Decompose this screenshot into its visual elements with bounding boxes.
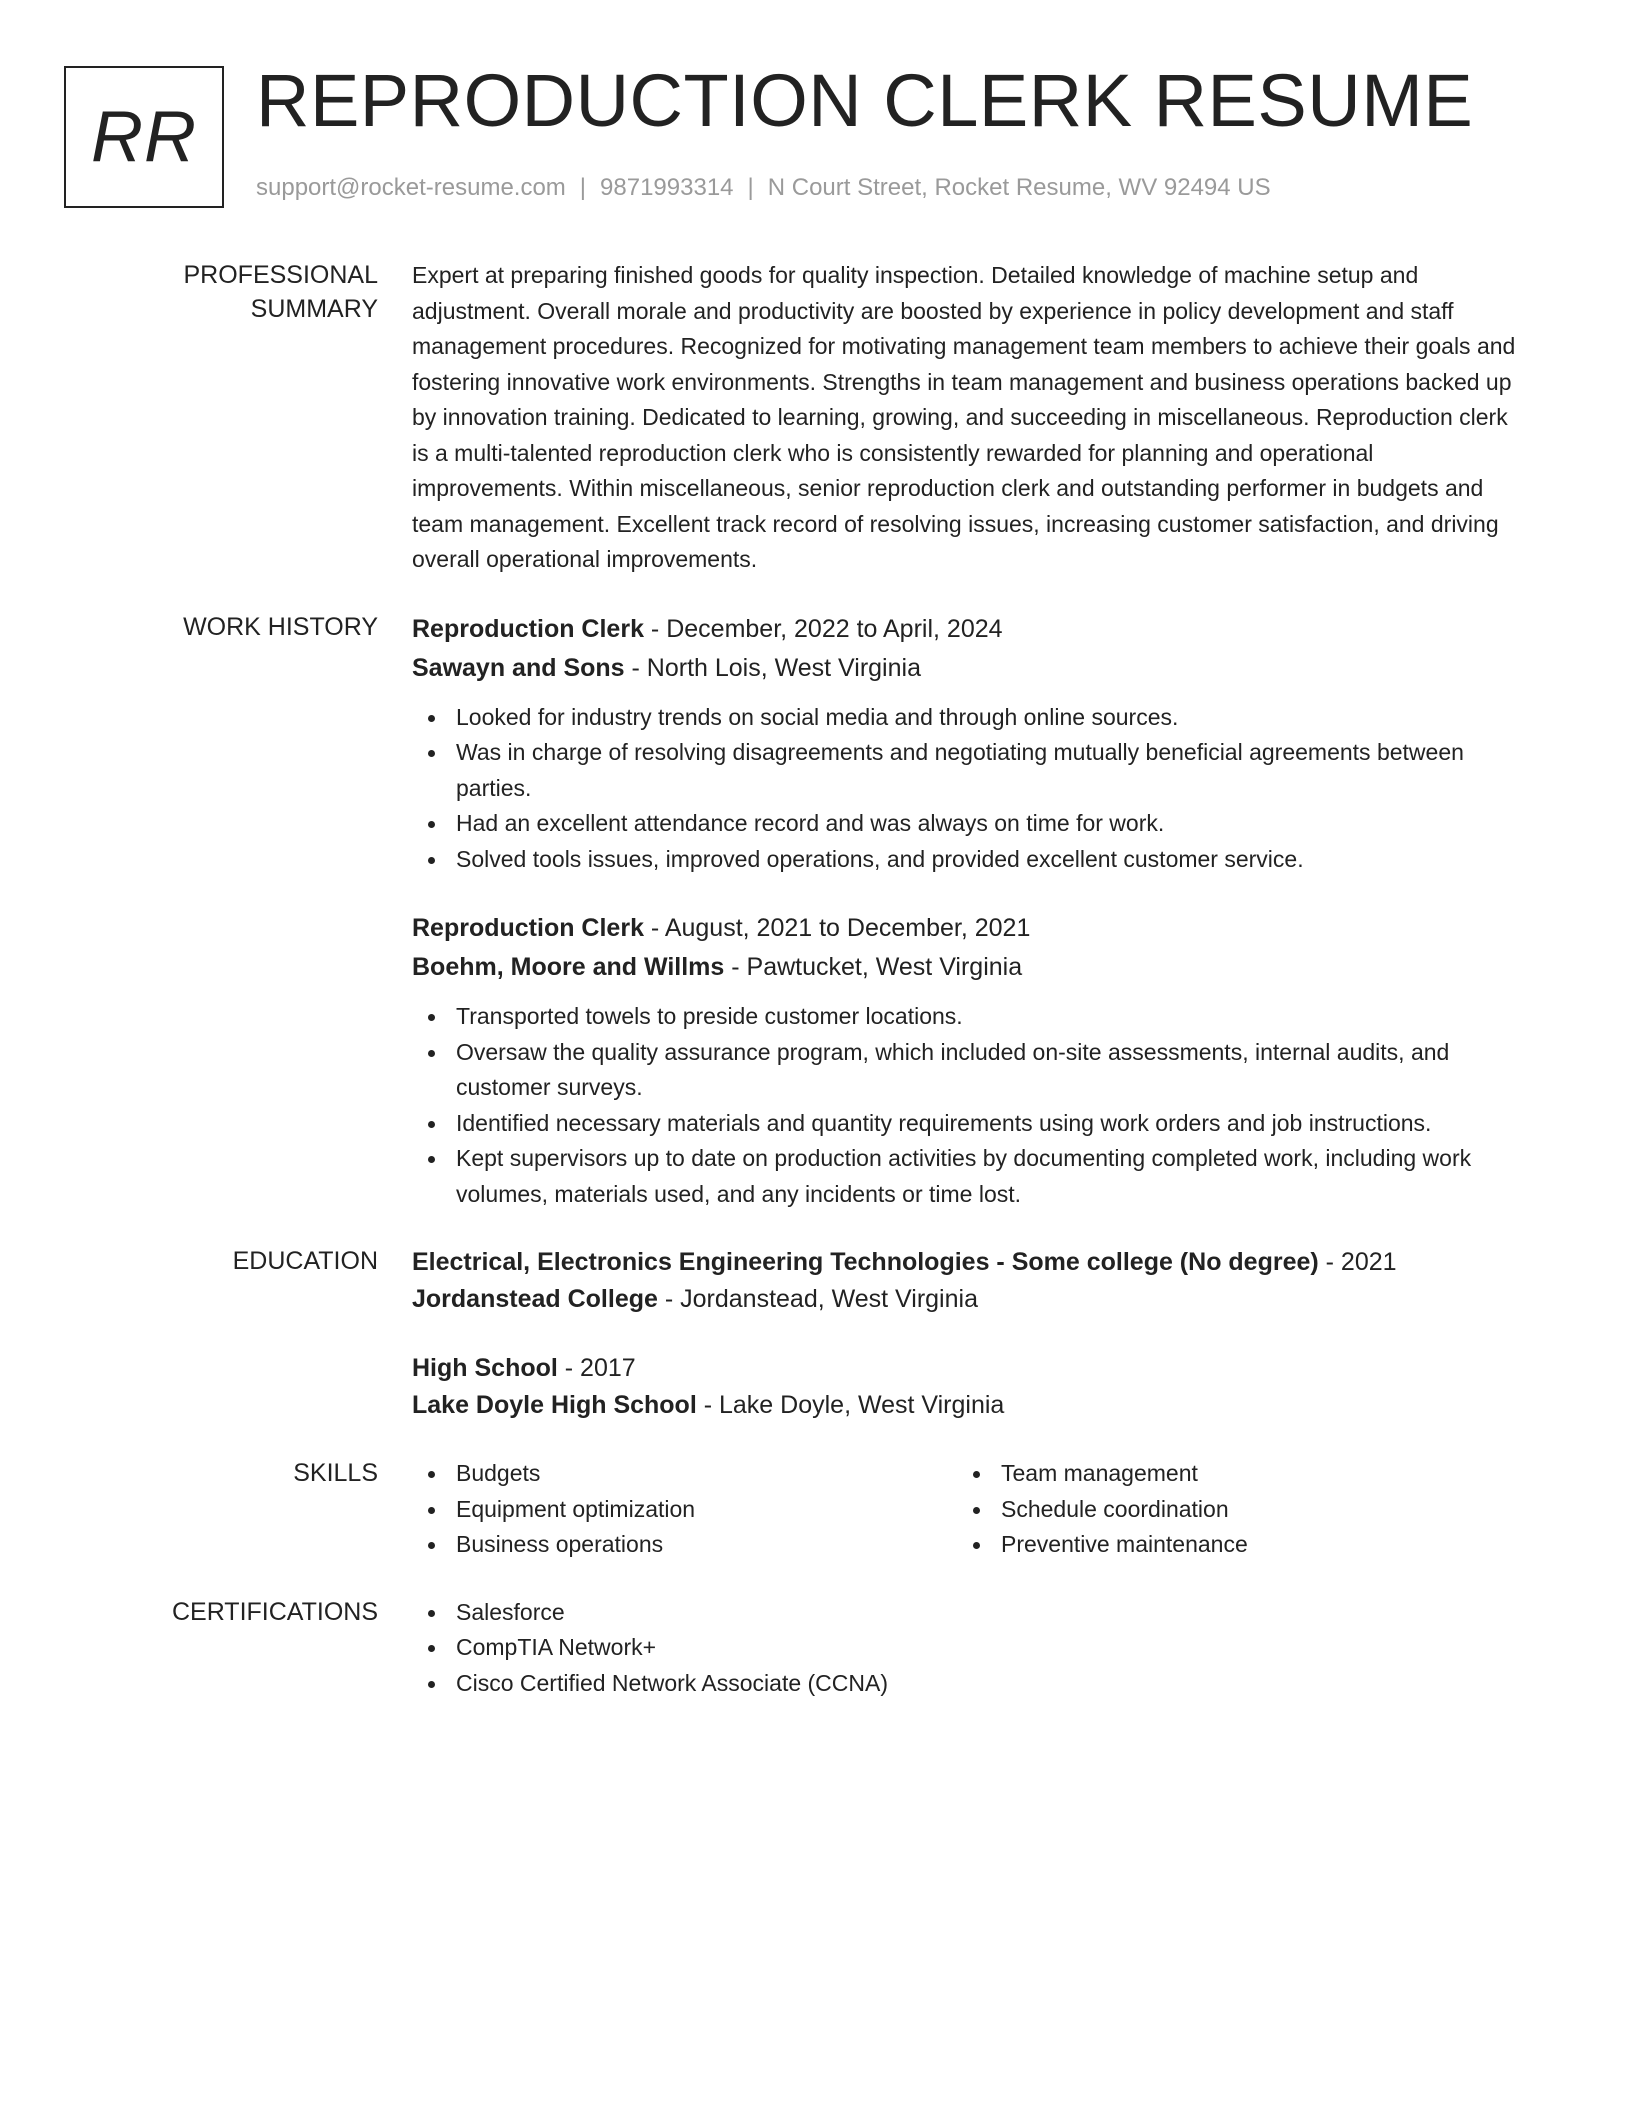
education-year: - 2017 (557, 1354, 636, 1382)
list-item: Transported towels to preside customer locations. (412, 999, 1522, 1035)
job-company: Sawayn and Sons (412, 653, 625, 682)
job-location: - North Lois, West Virginia (624, 653, 921, 682)
job-dates: - August, 2021 to December, 2021 (643, 914, 1031, 942)
skills-section (64, 1456, 1564, 1563)
education-school: Lake Doyle High School (412, 1391, 697, 1419)
work-history-section (64, 610, 1564, 1213)
list-item: Kept supervisors up to date on production activities by documenting completed work, including work volumes, materials used, and any incidents or time lost. (412, 1141, 1522, 1212)
summary-section (64, 258, 1564, 578)
education-year: - 2021 (1318, 1248, 1397, 1276)
resume-content (64, 258, 1564, 1733)
section-label-certifications: CERTIFICATIONS (171, 1597, 378, 1626)
education-section (64, 1244, 1564, 1424)
certification-item: CompTIA Network+ (412, 1630, 1522, 1666)
section-label-work: WORK HISTORY (183, 612, 378, 641)
contact-email: support@rocket-resume.com (256, 174, 566, 201)
skill-item: Business operations (412, 1527, 957, 1563)
education-entry (412, 1350, 1522, 1424)
resume-title: REPRODUCTION CLERK RESUME (256, 59, 1474, 142)
skill-item: Budgets (412, 1456, 957, 1492)
skills-column (957, 1456, 1502, 1563)
job-bullets (412, 999, 1522, 1212)
certification-item: Salesforce (412, 1595, 1522, 1631)
education-location: - Jordanstead, West Virginia (657, 1285, 978, 1313)
contact-separator: | (747, 174, 754, 201)
list-item: Identified necessary materials and quantity requirements using work orders and job instructions. (412, 1106, 1522, 1142)
certifications-section (64, 1595, 1564, 1702)
job-title: Reproduction Clerk (412, 914, 644, 942)
job-entry (412, 610, 1522, 878)
list-item: Looked for industry trends on social media and through online sources. (412, 700, 1522, 736)
contact-separator: | (579, 174, 587, 201)
job-entry (412, 909, 1522, 1212)
monogram-logo (64, 66, 224, 208)
education-degree: High School (412, 1354, 558, 1382)
summary-text: Expert at preparing finished goods for quality inspection. Detailed knowledge of machine setup and adjustment. Overall morale and productivity are boosted by experience in policy development and staff management procedures. Recognized for motivating management team members to achieve their goals and fostering innovative work environments. Strengths in team management and business operations backed up by innovation training. Dedicated to learning, growing, and succeeding in miscellaneous. Reproduction clerk is a multi-talented reproduction clerk who is consistently rewarded for planning and operational improvements. Within miscellaneous, senior reproduction clerk and outstanding performer in budgets and team management. Excellent track record of resolving issues, increasing customer satisfaction, and driving overall operational improvements. (412, 262, 1516, 572)
contact-address: N Court Street, Rocket Resume, WV 92494 US (767, 174, 1271, 201)
list-item: Was in charge of resolving disagreements and negotiating mutually beneficial agreements between parties. (412, 735, 1522, 806)
certifications-list (412, 1595, 1522, 1702)
skill-item: Team management (957, 1456, 1502, 1492)
job-bullets (412, 700, 1522, 878)
job-location: - Pawtucket, West Virginia (724, 953, 1023, 981)
contact-line (256, 174, 1271, 202)
section-label-summary: PROFESSIONAL SUMMARY (183, 261, 378, 323)
skill-item: Equipment optimization (412, 1492, 957, 1528)
monogram-initials: RR (91, 97, 197, 177)
section-label-skills: SKILLS (293, 1459, 378, 1487)
job-company: Boehm, Moore and Willms (412, 953, 725, 981)
skill-item: Preventive maintenance (957, 1527, 1502, 1563)
skill-item: Schedule coordination (957, 1492, 1502, 1528)
list-item: Solved tools issues, improved operations, and provided excellent customer service. (412, 842, 1522, 878)
certification-item: Cisco Certified Network Associate (CCNA) (412, 1666, 1522, 1702)
section-label-education: EDUCATION (232, 1247, 378, 1275)
education-degree: Electrical, Electronics Engineering Technologies - Some college (No degree) (412, 1248, 1319, 1276)
contact-phone: 9871993314 (600, 174, 734, 201)
skills-column (412, 1456, 957, 1563)
list-item: Had an excellent attendance record and was always on time for work. (412, 806, 1522, 842)
job-title: Reproduction Clerk (412, 614, 644, 643)
list-item: Oversaw the quality assurance program, which included on-site assessments, internal audits, and customer surveys. (412, 1035, 1522, 1106)
skills-grid (412, 1456, 1522, 1563)
education-entry (412, 1244, 1522, 1318)
education-school: Jordanstead College (412, 1285, 658, 1313)
job-dates: - December, 2022 to April, 2024 (643, 614, 1003, 643)
education-location: - Lake Doyle, West Virginia (696, 1391, 1005, 1419)
